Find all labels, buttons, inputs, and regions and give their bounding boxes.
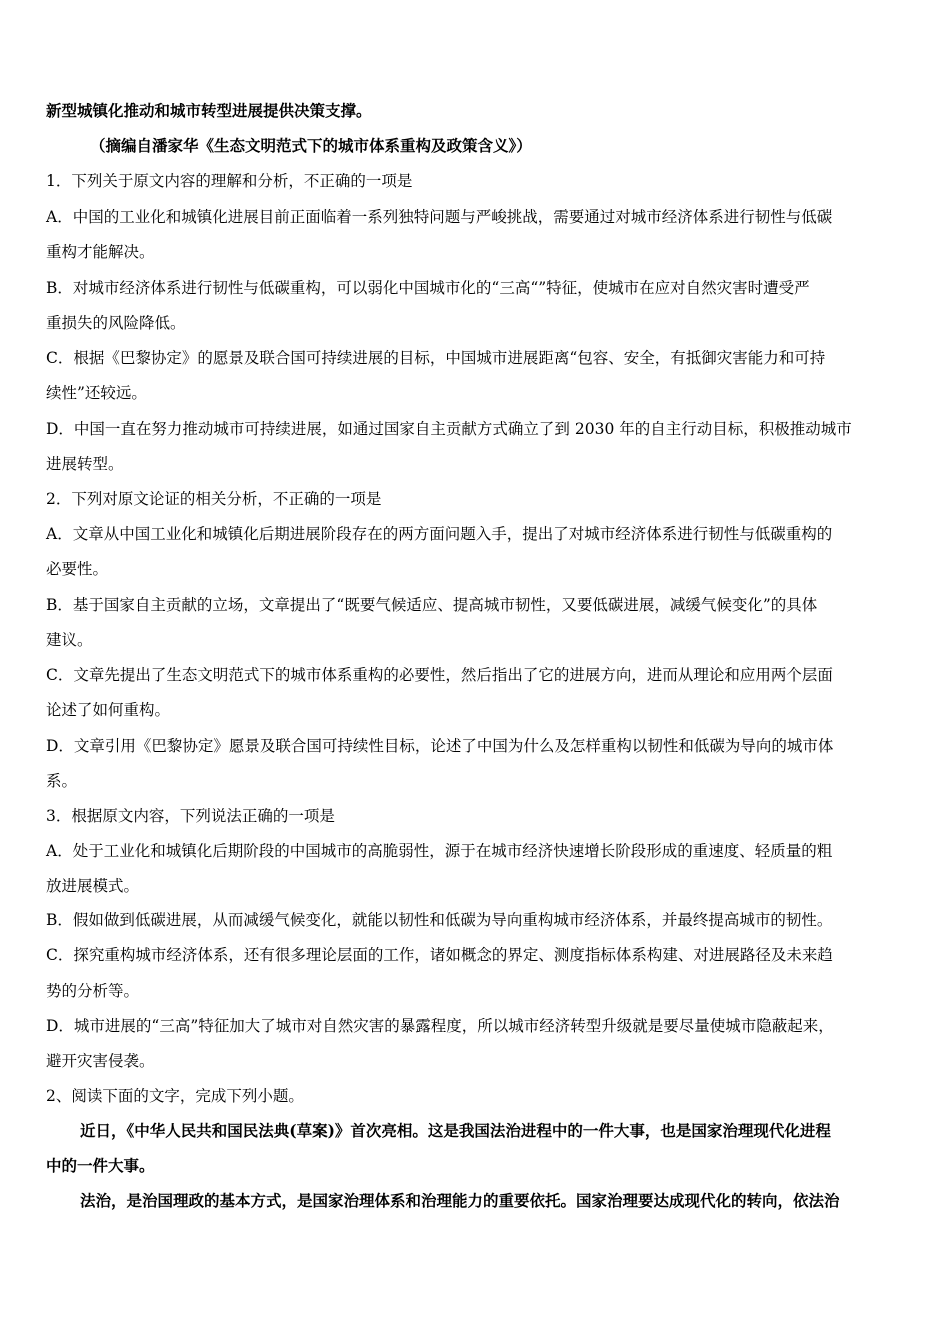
option-line: 重损失的风险降低。	[46, 314, 186, 332]
option-line: 势的分析等。	[46, 982, 140, 1000]
section-2-heading: 2、阅读下面的文字，完成下列小题。	[46, 1087, 304, 1105]
option-line: 进展转型。	[46, 455, 124, 473]
question-stem: 3．根据原文内容，下列说法正确的一项是	[46, 807, 335, 825]
option-line: 论述了如何重构。	[46, 701, 171, 719]
option-line: A．处于工业化和城镇化后期阶段的中国城市的高脆弱性，源于在城市经济快速增长阶段形成的重速度、轻质量的粗	[46, 842, 833, 860]
option-line: 续性”还较远。	[46, 384, 147, 402]
option-line: 避开灾害侵袭。	[46, 1052, 155, 1070]
option-line: B．假如做到低碳进展，从而减缓气候变化，就能以韧性和低碳为导向重构城市经济体系，并最终提高城市的韧性。	[46, 911, 833, 929]
passage1-source: （摘编自潘家华《生态文明范式下的城市体系重构及政策含义》）	[90, 136, 532, 155]
option-line: A．中国的工业化和城镇化进展目前正面临着一系列独特问题与严峻挑战，需要通过对城市经济体系进行韧性与低碳	[46, 208, 833, 226]
option-line: 系。	[46, 772, 78, 790]
passage-line: 近日，《中华人民共和国民法典(草案)》首次亮相。这是我国法治进程中的一件大事，也是国家治理现代化进程	[80, 1121, 831, 1140]
option-line: D．文章引用《巴黎协定》愿景及联合国可持续性目标，论述了中国为什么及怎样重构以韧性和低碳为导向的城市体	[46, 737, 834, 755]
option-line: 放进展模式。	[46, 877, 140, 895]
option-line: C．文章先提出了生态文明范式下的城市体系重构的必要性，然后指出了它的进展方向，进而从理论和应用两个层面	[46, 666, 833, 684]
option-line: B．对城市经济体系进行韧性与低碳重构，可以弱化中国城市化的“三高“”特征，使城市在应对自然灾害时遭受严	[46, 279, 810, 297]
passage-line: 法治，是治国理政的基本方式，是国家治理体系和治理能力的重要依托。国家治理要达成现代化的转向，依法治	[80, 1191, 840, 1210]
option-line: B．基于国家自主贡献的立场，文章提出了“既要气候适应、提高城市韧性，又要低碳进展，减缓气候变化”的具体	[46, 596, 818, 614]
option-line: 必要性。	[46, 560, 109, 578]
option-line: A．文章从中国工业化和城镇化后期进展阶段存在的两方面问题入手，提出了对城市经济体系进行韧性与低碳重构的	[46, 525, 833, 543]
option-line: C．探究重构城市经济体系，还有很多理论层面的工作，诸如概念的界定、测度指标体系构建、对进展路径及未来趋	[46, 946, 833, 964]
passage-line: 中的一件大事。	[46, 1156, 155, 1175]
question-stem: 2．下列对原文论证的相关分析，不正确的一项是	[46, 490, 382, 508]
option-line: 重构才能解决。	[46, 243, 155, 261]
option-line: C．根据《巴黎协定》的愿景及联合国可持续进展的目标，中国城市进展距离“包容、安全，有抵御灾害能力和可持	[46, 349, 826, 367]
question-stem: 1．下列关于原文内容的理解和分析，不正确的一项是	[46, 172, 413, 190]
option-line: 建议。	[46, 631, 93, 649]
passage1-tail: 新型城镇化推动和城市转型进展提供决策支撑。	[46, 101, 372, 120]
option-line: D．中国一直在努力推动城市可持续进展，如通过国家自主贡献方式确立了到 2030 年的自主行动目标，积极推动城市	[46, 420, 852, 438]
option-line: D．城市进展的“三高”特征加大了城市对自然灾害的暴露程度，所以城市经济转型升级就是要尽量使城市隐蔽起来，	[46, 1017, 834, 1035]
